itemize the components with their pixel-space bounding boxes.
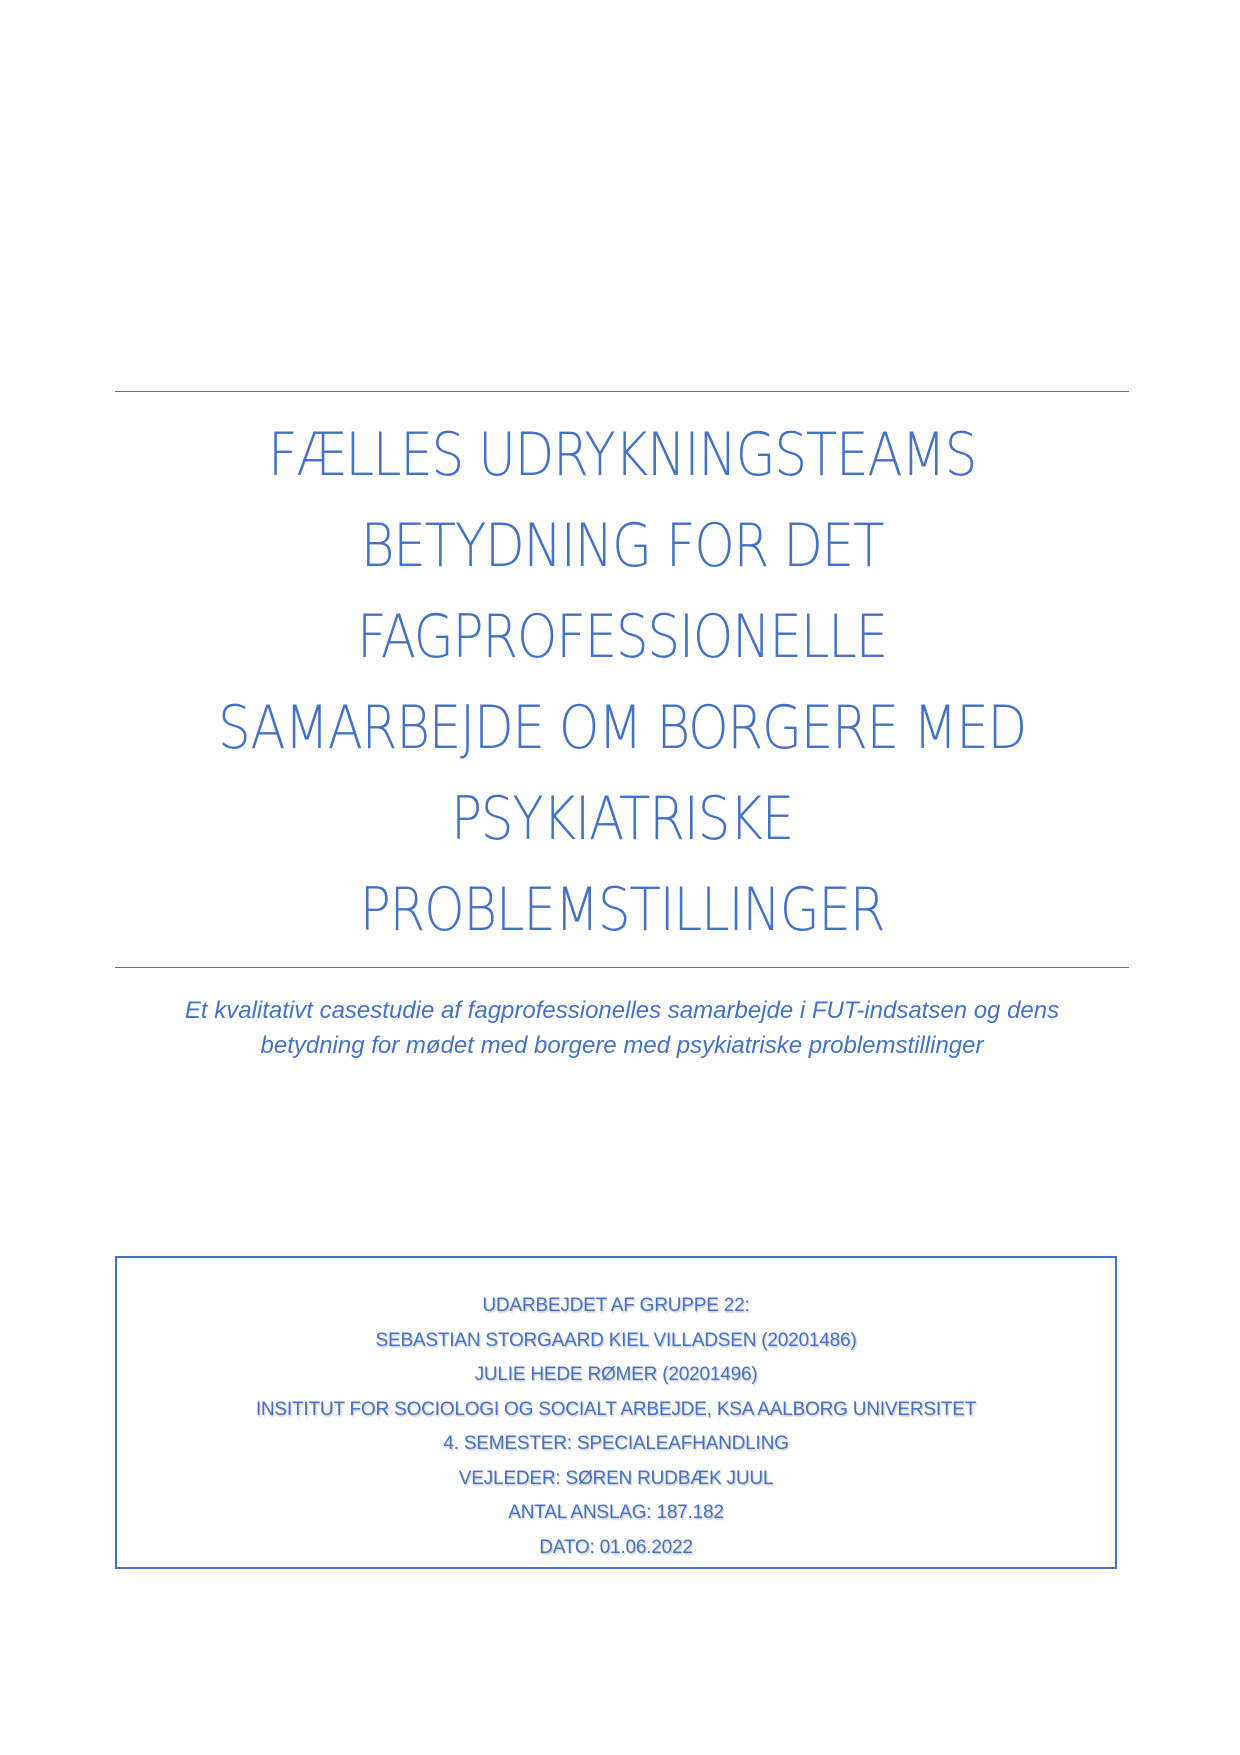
title-top-rule xyxy=(115,391,1129,392)
document-subtitle xyxy=(115,993,1129,1063)
document-title xyxy=(115,410,1129,956)
supervisor: VEJLEDER: SØREN RUDBÆK JUUL xyxy=(458,1467,774,1489)
title-line-5: PSYKIATRISKE xyxy=(450,784,794,854)
title-bottom-rule xyxy=(115,967,1129,968)
author-1: SEBASTIAN STORGAARD KIEL VILLADSEN (20201486) xyxy=(375,1329,857,1351)
title-line-2: BETYDNING FOR DET xyxy=(360,511,884,581)
title-line-3: FAGPROFESSIONELLE xyxy=(357,602,887,672)
group-label: UDARBEJDET AF GRUPPE 22: xyxy=(482,1295,750,1316)
submission-date: DATO: 01.06.2022 xyxy=(539,1536,693,1558)
institution: INSITITUT FOR SOCIOLOGI OG SOCIALT ARBEJDE, KSA AALBORG UNIVERSITET xyxy=(255,1398,977,1420)
author-2: JULIE HEDE RØMER (20201496) xyxy=(474,1364,758,1385)
subtitle-line-2: betydning for mødet med borgere med psykiatriske problemstillinger xyxy=(260,1032,984,1059)
title-line-6: PROBLEMSTILLINGER xyxy=(359,875,885,945)
title-line-4: SAMARBEJDE OM BORGERE MED xyxy=(218,693,1026,763)
author-info-box xyxy=(115,1256,1117,1569)
subtitle-line-1: Et kvalitativt casestudie af fagprofessionelles samarbejde i FUT-indsatsen og dens xyxy=(184,997,1060,1024)
title-line-1: FÆLLES UDRYKNINGSTEAMS xyxy=(267,420,977,490)
semester: 4. SEMESTER: SPECIALEAFHANDLING xyxy=(443,1433,789,1454)
character-count: ANTAL ANSLAG: 187.182 xyxy=(508,1502,724,1523)
